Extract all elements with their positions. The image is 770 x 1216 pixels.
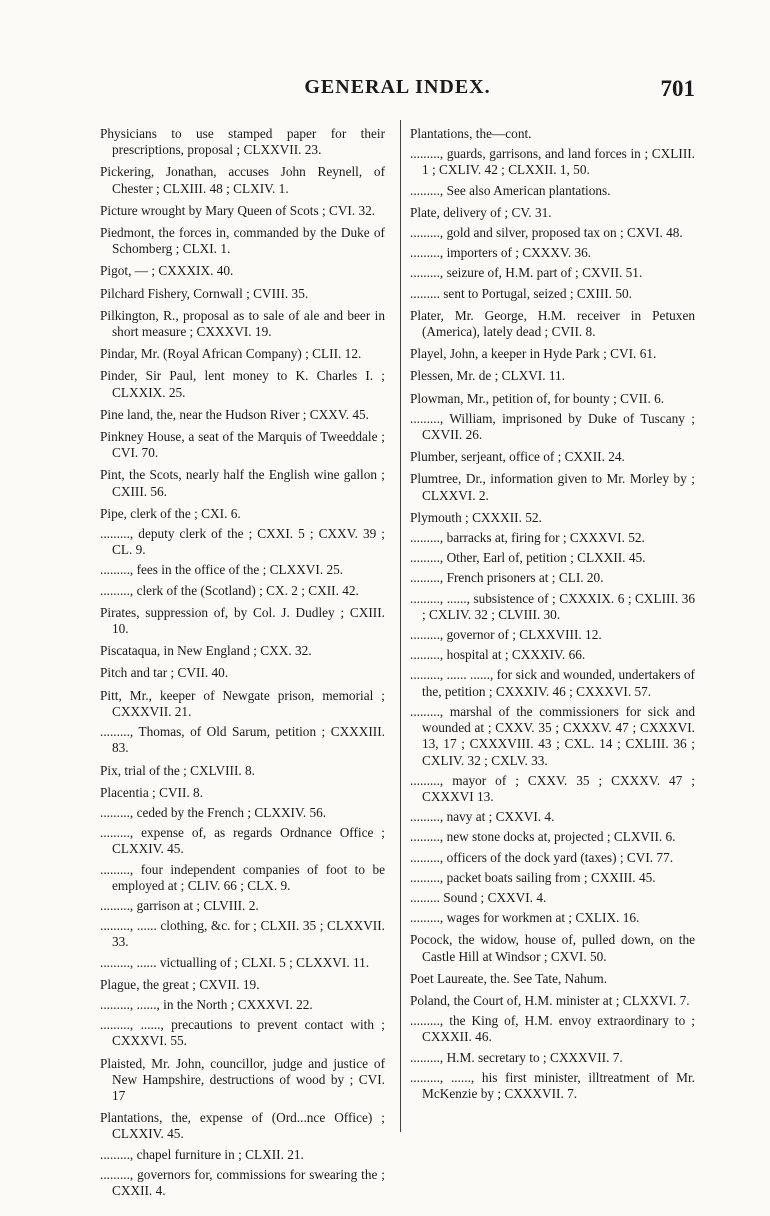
index-entry: Pint, the Scots, nearly half the English wine gallon ; CXIII. 56. [100,467,385,499]
index-entry: Piedmont, the forces in, commanded by the Duke of Schomberg ; CLXI. 1. [100,225,385,257]
index-entry: Plantations, the, expense of (Ord...nce Office) ; CLXXIV. 45. [100,1110,385,1142]
index-entry: Poland, the Court of, H.M. minister at ; CLXXVI. 7. [410,992,690,1008]
index-entry: ........., ceded by the French ; CLXXIV. 56. [100,804,327,820]
index-entry: Piscataqua, in New England ; CXX. 32. [100,643,312,659]
index-entry: Pigot, — ; CXXXIX. 40. [100,263,234,279]
index-entry: Pine land, the, near the Hudson River ; CXXV. 45. [100,406,369,422]
index-entry: Playel, John, a keeper in Hyde Park ; CVI. 61. [410,346,657,362]
right-column [410,120,695,1106]
index-entry: Pinder, Sir Paul, lent money to K. Charles I. ; CLXXIX. 25. [100,368,385,400]
index-entry: ......... Sound ; CXXVI. 4. [410,889,547,905]
index-entry: Pilkington, R., proposal as to sale of ale and beer in short measure ; CXXXVI. 19. [100,307,385,340]
index-entry: ........., barracks at, firing for ; CXXXVI. 52. [410,530,645,546]
index-entry: ........., officers of the dock yard (taxes) ; CVI. 77. [410,849,674,865]
index-entry: ........., Thomas, of Old Sarum, petition ; CXXXIII. 83. [100,724,385,756]
index-entry: ........., See also American plantations. [410,182,611,198]
index-entry: Pitch and tar ; CVII. 40. [100,665,229,681]
index-entry: Placentia ; CVII. 8. [100,784,204,800]
index-entry: Plague, the great ; CXVII. 19. [100,976,260,992]
index-entry: ........., ......, precautions to prevent contact with ; CXXXVI. 55. [100,1017,385,1049]
index-entry: Plessen, Mr. de ; CLXVI. 11. [410,368,565,384]
index-entry: ........., gold and silver, proposed tax on ; CXVI. 48. [410,225,683,241]
index-entry: ........., ......, in the North ; CXXXVI. 22. [100,996,313,1012]
column-divider [400,120,401,1132]
index-entry: ........., chapel furniture in ; CLXII. 21. [100,1146,304,1162]
index-entry: ........., navy at ; CXXVI. 4. [410,809,555,825]
index-entry: Plate, delivery of ; CV. 31. [410,204,552,220]
index-entry: Plantations, the—cont. [410,126,532,141]
index-entry: Physicians to use stamped paper for their prescriptions, proposal ; CLXXVII. 23. [100,126,385,158]
index-entry: ........., expense of, as regards Ordnance Office ; CLXXIV. 45. [100,825,385,857]
index-entry: ........., ...... clothing, &c. for ; CLXII. 35 ; CLXXVII. 33. [100,918,385,950]
index-entry: ........., governors for, commissions for swearing the ; CXXII. 4. [100,1166,385,1198]
index-entry: ........., new stone docks at, projected ; CLXVII. 6. [410,829,676,845]
index-entry: ........., garrison at ; CLVIII. 2. [100,897,259,913]
index-entry: ........., four independent companies of foot to be employed at ; CLIV. 66 ; CLX. 9. [100,861,385,893]
left-column [100,120,385,1203]
index-entry: ......... sent to Portugal, seized ; CXIII. 50. [410,285,632,301]
index-entry: Pipe, clerk of the ; CXI. 6. [100,505,241,521]
page-number: 701 [660,76,695,101]
index-entry: Pirates, suppression of, by Col. J. Dudley ; CXIII. 10. [100,604,385,637]
index-entry: ........., fees in the office of the ; CLXXVI. 25. [100,562,344,578]
index-entry: Pocock, the widow, house of, pulled down, on the Castle Hill at Windsor ; CXVI. 50. [410,932,695,964]
index-entry: ........., Other, Earl of, petition ; CLXXII. 45. [410,550,646,566]
index-entry: Plater, Mr. George, H.M. receiver in Petuxen (America), lately dead ; CVII. 8. [410,307,695,340]
index-entry: Pitt, Mr., keeper of Newgate prison, memorial ; CXXXVII. 21. [100,687,385,719]
index-entry: ........., packet boats sailing from ; CXXIII. 45. [410,869,656,885]
page-header [100,76,695,110]
index-entry: ........., clerk of the (Scotland) ; CX. 2 ; CXII. 42. [100,582,359,598]
index-entry: Poet Laureate, the. See Tate, Nahum. [410,970,608,986]
index-entry: ........., wages for workmen at ; CXLIX. 16. [410,910,640,926]
index-entry: ........., ...... ......, for sick and wounded, undertakers of the, petition ; CXXXIV. 46 ; CXXXVI. 57. [410,667,695,699]
index-entry: ........., marshal of the commissioners for sick and wounded at ; CXXV. 35 ; CXXXV. 47 ; CXXXVI. 13, 17 ; CXXXVIII. 43 ; CXL. 14 ; CXLIII. 36 ; CXLIV. 32 ; CXLV. 33. [410,703,695,768]
index-entry: ........., deputy clerk of the ; CXXI. 5 ; CXXV. 39 ; CL. 9. [100,526,385,558]
index-entry: ........., the King of, H.M. envoy extraordinary to ; CXXXII. 46. [410,1013,695,1045]
index-entry: ........., ......, subsistence of ; CXXXIX. 6 ; CXLIII. 36 ; CXLIV. 32 ; CLVIII. 30. [410,590,695,622]
index-entry: ........., French prisoners at ; CLI. 20. [410,570,604,586]
index-entry: Plumber, serjeant, office of ; CXXII. 24. [410,449,625,465]
index-entry: Pinkney House, a seat of the Marquis of Tweeddale ; CVI. 70. [100,429,385,461]
page-title: GENERAL INDEX. [304,76,491,98]
index-entry: ........., guards, garrisons, and land forces in ; CXLIII. 1 ; CXLIV. 42 ; CLXXII. 1, 50. [410,146,695,178]
index-entry: Plymouth ; CXXXII. 52. [410,509,542,525]
index-entry: Plowman, Mr., petition of, for bounty ; CVII. 6. [410,390,665,406]
index-entry: Pindar, Mr. (Royal African Company) ; CLII. 12. [100,346,362,362]
index-entry: ........., seizure of, H.M. part of ; CXVII. 51. [410,265,643,281]
index-entry: Pix, trial of the ; CXLVIII. 8. [100,762,255,778]
index-entry: ........., William, imprisoned by Duke of Tuscany ; CXVII. 26. [410,410,695,443]
index-entry: Pickering, Jonathan, accuses John Reynell, of Chester ; CLXIII. 48 ; CLXIV. 1. [100,164,385,196]
index-entry: ........., ......, his first minister, illtreatment of Mr. McKenzie by ; CXXXVII. 7. [410,1069,695,1101]
index-entry: ........., mayor of ; CXXV. 35 ; CXXXV. 47 ; CXXXVI 13. [410,772,695,804]
index-entry: Pilchard Fishery, Cornwall ; CVIII. 35. [100,285,309,301]
index-entry: Plumtree, Dr., information given to Mr. Morley by ; CLXXVI. 2. [410,471,695,503]
index-entry: ........., importers of ; CXXXV. 36. [410,245,592,261]
index-entry: ........., H.M. secretary to ; CXXXVII. 7. [410,1049,623,1065]
index-entry: ........., ...... victualling of ; CLXI. 5 ; CLXXVI. 11. [100,954,370,970]
index-entry: ........., governor of ; CLXXVIII. 12. [410,627,602,643]
index-entry: Picture wrought by Mary Queen of Scots ; CVI. 32. [100,202,376,218]
index-entry: Plaisted, Mr. John, councillor, judge and justice of New Hampshire, destructions of wood by ; CVI. 17 [100,1055,385,1103]
index-entry: ........., hospital at ; CXXXIV. 66. [410,647,586,663]
